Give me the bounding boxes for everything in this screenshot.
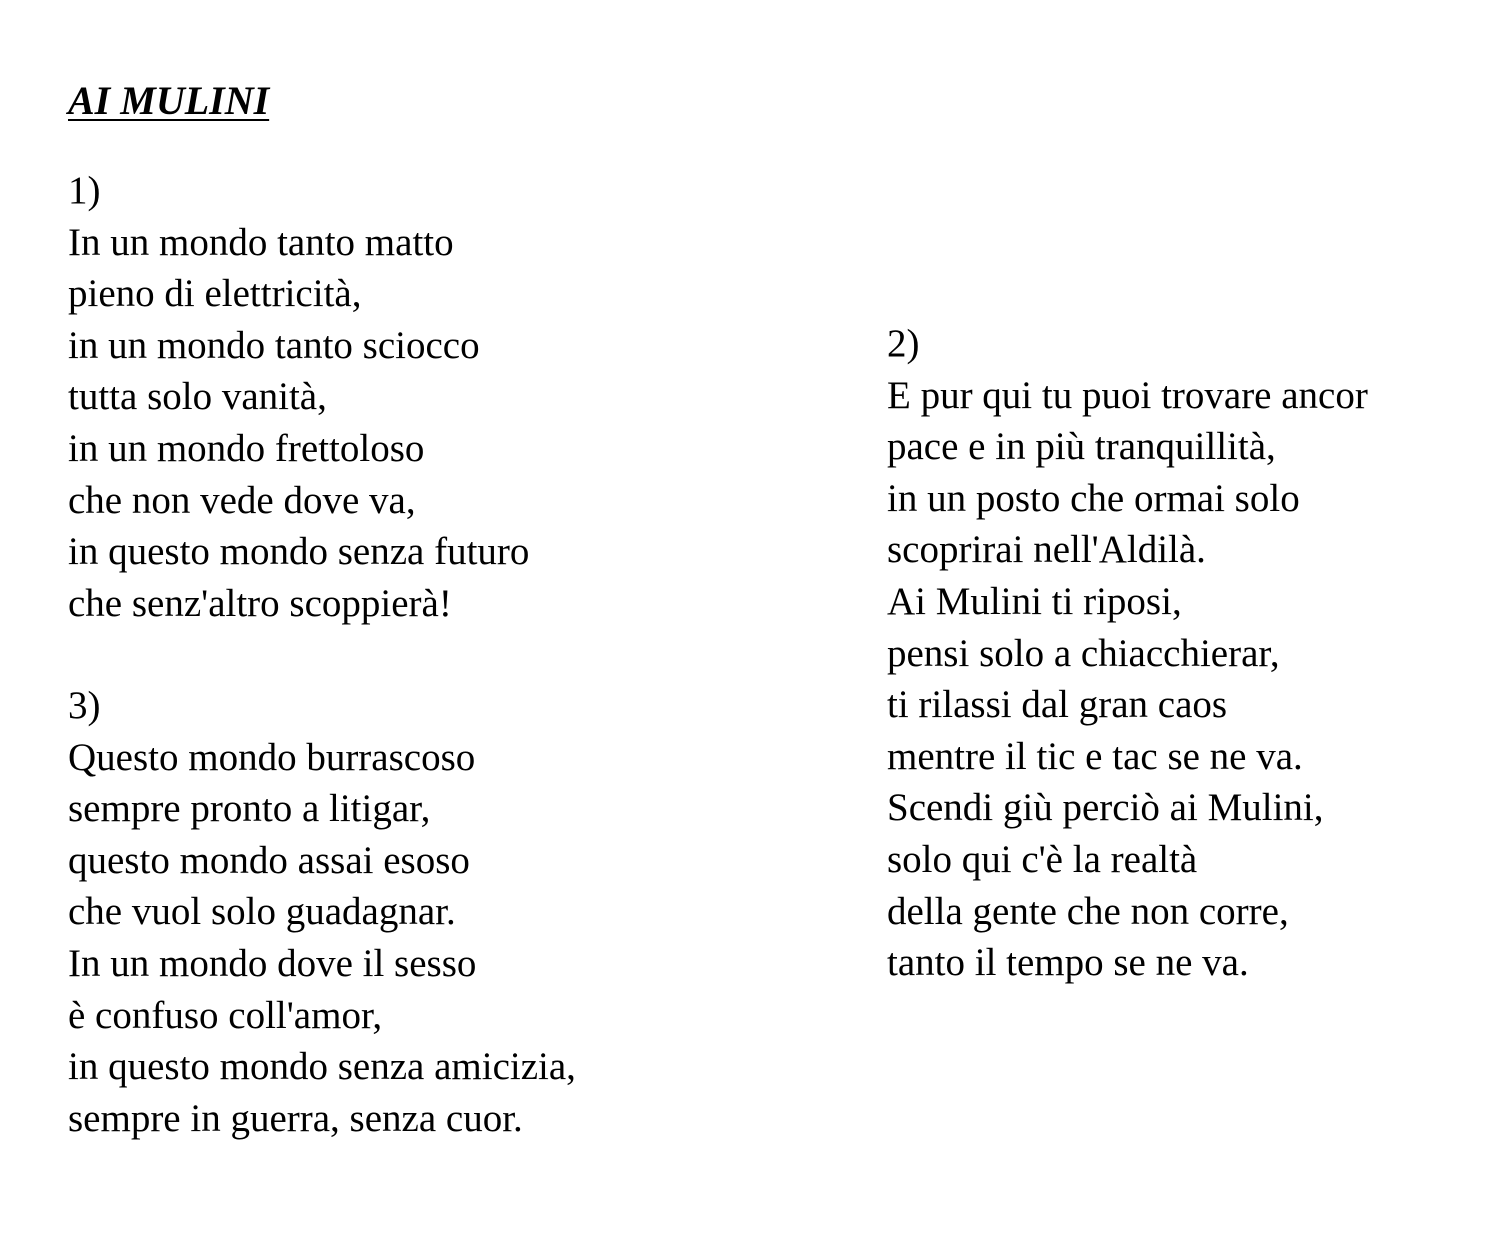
verse-line: in questo mondo senza amicizia,: [68, 1045, 576, 1089]
verse-line: in un mondo tanto sciocco: [68, 323, 480, 367]
verse-line: pace e in più tranquillità,: [887, 425, 1276, 469]
verse-line: pieno di elettricità,: [68, 272, 362, 316]
stanza-1: [68, 165, 529, 629]
verse-line: che non vede dove va,: [68, 478, 416, 522]
verse-line: solo qui c'è la realtà: [887, 837, 1198, 881]
verse-line: tutta solo vanità,: [68, 375, 327, 419]
verse-line: E pur qui tu puoi trovare ancor: [887, 373, 1368, 417]
verse-line: sempre in guerra, senza cuor.: [68, 1096, 523, 1140]
verse-line: questo mondo assai esoso: [68, 838, 470, 882]
verse-line: In un mondo dove il sesso: [68, 941, 477, 985]
verse-line: In un mondo tanto matto: [68, 220, 454, 264]
verse-line: ti rilassi dal gran caos: [887, 683, 1228, 727]
poem-title: AI MULINI: [68, 78, 270, 123]
verse-line: Ai Mulini ti riposi,: [887, 579, 1182, 623]
stanza-number: 3): [68, 684, 101, 727]
verse-line: mentre il tic e tac se ne va.: [887, 734, 1303, 778]
verse-line: Questo mondo burrascoso: [68, 735, 476, 779]
verse-line: Scendi giù perciò ai Mulini,: [887, 786, 1324, 830]
stanza-number: 1): [68, 169, 101, 212]
stanza-number: 2): [887, 322, 920, 365]
verse-line: che vuol solo guadagnar.: [68, 890, 456, 934]
stanza-3: [68, 680, 576, 1144]
verse-line: in un mondo frettoloso: [68, 426, 425, 470]
verse-line: che senz'altro scoppierà!: [68, 581, 452, 625]
verse-line: della gente che non corre,: [887, 889, 1289, 933]
stanza-2: [887, 318, 1368, 989]
verse-line: sempre pronto a litigar,: [68, 787, 431, 831]
verse-line: pensi solo a chiacchierar,: [887, 631, 1280, 675]
verse-line: in un posto che ormai solo: [887, 476, 1300, 520]
verse-line: scoprirai nell'Aldilà.: [887, 528, 1206, 572]
verse-line: tanto il tempo se ne va.: [887, 941, 1249, 985]
verse-line: è confuso coll'amor,: [68, 993, 383, 1037]
verse-line: in questo mondo senza futuro: [68, 530, 530, 574]
